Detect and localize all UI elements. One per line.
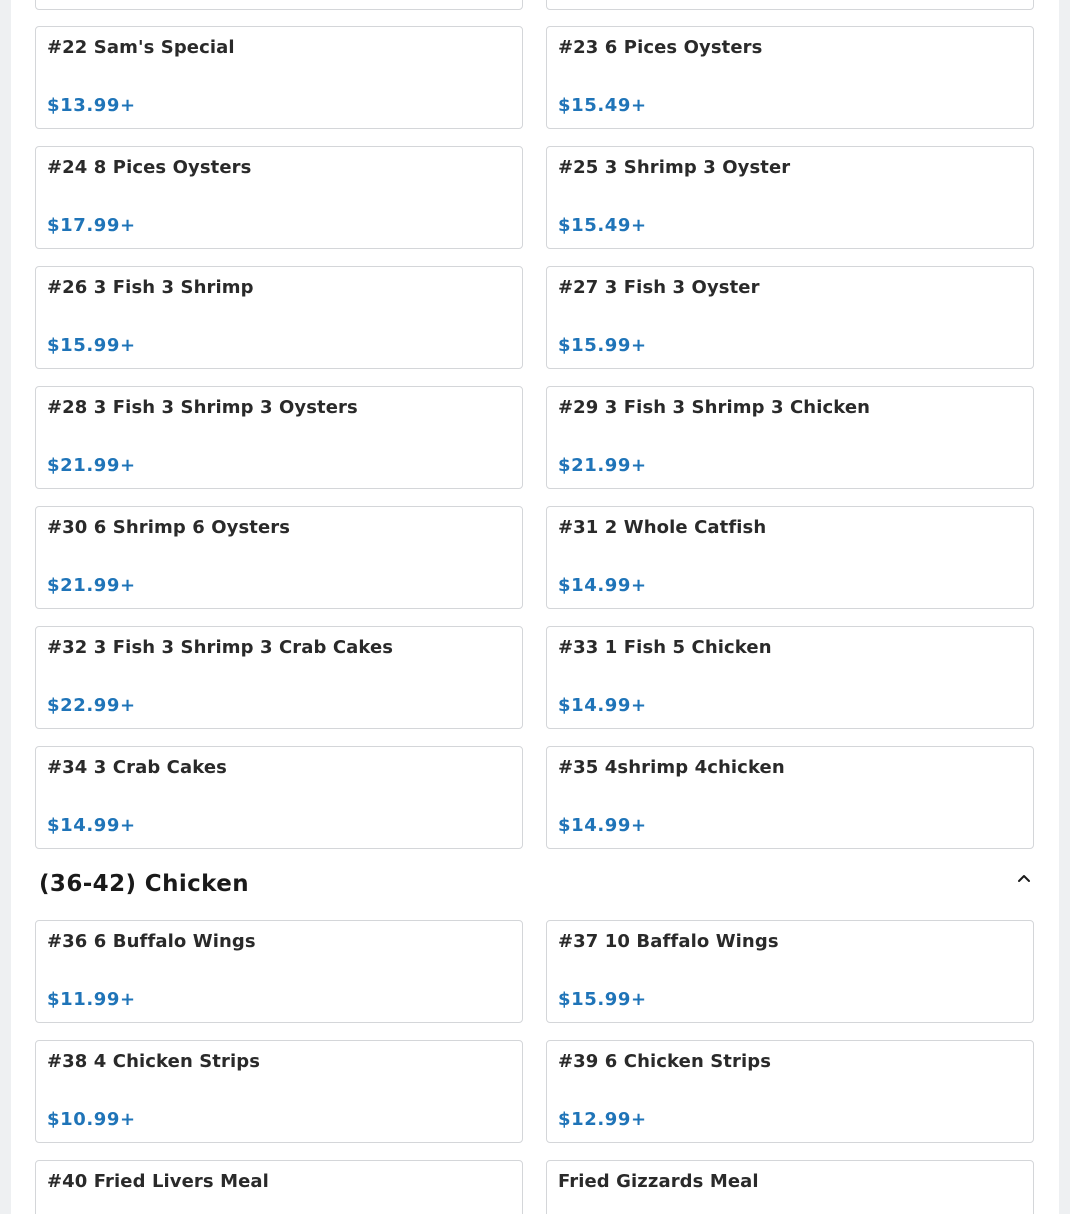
menu-item-grid-seafood xyxy=(35,26,1034,849)
menu-item-name: #35 4shrimp 4chicken xyxy=(558,757,785,778)
menu-item-price: $14.99+ xyxy=(47,815,136,836)
menu-item-card[interactable] xyxy=(35,626,523,729)
menu-item-name: #36 6 Buffalo Wings xyxy=(47,931,256,952)
menu-item-name: #38 4 Chicken Strips xyxy=(47,1051,261,1072)
menu-item-name: #24 8 Pices Oysters xyxy=(47,157,252,178)
menu-item-name: #29 3 Fish 3 Shrimp 3 Chicken xyxy=(558,397,871,418)
menu-item-card[interactable] xyxy=(546,26,1034,129)
menu-item-price: $15.99+ xyxy=(47,335,136,356)
menu-item-price: $21.99+ xyxy=(558,455,647,476)
menu-item-price: $15.49+ xyxy=(558,95,647,116)
menu-item-name: #40 Fried Livers Meal xyxy=(47,1171,269,1192)
menu-item-name: #22 Sam's Special xyxy=(47,37,235,58)
menu-item-name: #23 6 Pices Oysters xyxy=(558,37,763,58)
menu-item-name: #37 10 Baffalo Wings xyxy=(558,931,779,952)
menu-item-card[interactable] xyxy=(546,1040,1034,1143)
menu-item-price: $22.99+ xyxy=(47,695,136,716)
menu-item-price: $10.99+ xyxy=(47,1109,136,1130)
menu-item-card[interactable] xyxy=(546,626,1034,729)
menu-item-card[interactable] xyxy=(35,26,523,129)
menu-item-name: #34 3 Crab Cakes xyxy=(47,757,227,778)
menu-item-price: $14.99+ xyxy=(558,575,647,596)
menu-item-name: #30 6 Shrimp 6 Oysters xyxy=(47,517,291,538)
menu-page xyxy=(11,0,1059,1214)
menu-item-card[interactable] xyxy=(546,146,1034,249)
menu-item-price: $21.99+ xyxy=(47,575,136,596)
menu-item-card[interactable] xyxy=(546,506,1034,609)
menu-item-name: #31 2 Whole Catfish xyxy=(558,517,767,538)
menu-item-card[interactable] xyxy=(546,266,1034,369)
menu-item-price: $17.99+ xyxy=(47,215,136,236)
section-header-chicken[interactable] xyxy=(35,860,1034,910)
menu-item-price: $15.99+ xyxy=(558,335,647,356)
menu-item-name: #33 1 Fish 5 Chicken xyxy=(558,637,772,658)
section-title: (36-42) Chicken xyxy=(39,871,250,897)
menu-item-price: $11.99+ xyxy=(47,989,136,1010)
menu-item-name: #32 3 Fish 3 Shrimp 3 Crab Cakes xyxy=(47,637,394,658)
menu-item-card[interactable] xyxy=(35,266,523,369)
menu-item-card[interactable] xyxy=(35,506,523,609)
previous-row-partial xyxy=(35,0,1034,10)
menu-item-card[interactable] xyxy=(35,146,523,249)
menu-item-card[interactable] xyxy=(35,386,523,489)
menu-item-price: $15.49+ xyxy=(558,215,647,236)
menu-item-price: $14.99+ xyxy=(558,695,647,716)
menu-item-name: Fried Gizzards Meal xyxy=(558,1171,759,1192)
menu-item-card[interactable] xyxy=(35,0,523,10)
menu-item-card[interactable] xyxy=(35,1040,523,1143)
menu-item-name: #39 6 Chicken Strips xyxy=(558,1051,772,1072)
menu-item-card[interactable] xyxy=(35,746,523,849)
menu-item-name: #26 3 Fish 3 Shrimp xyxy=(47,277,254,298)
menu-item-price: $12.99+ xyxy=(558,1109,647,1130)
menu-item-price: $14.99+ xyxy=(558,815,647,836)
menu-item-name: #25 3 Shrimp 3 Oyster xyxy=(558,157,791,178)
chevron-up-icon[interactable] xyxy=(1014,868,1034,888)
menu-item-card[interactable] xyxy=(546,920,1034,1023)
menu-item-card[interactable] xyxy=(35,920,523,1023)
menu-item-card[interactable] xyxy=(546,0,1034,10)
menu-item-grid-chicken xyxy=(35,920,1034,1214)
menu-item-price: $13.99+ xyxy=(47,95,136,116)
menu-item-price: $21.99+ xyxy=(47,455,136,476)
menu-item-price: $15.99+ xyxy=(558,989,647,1010)
menu-item-name: #27 3 Fish 3 Oyster xyxy=(558,277,760,298)
menu-item-card[interactable] xyxy=(546,1160,1034,1214)
menu-item-name: #28 3 Fish 3 Shrimp 3 Oysters xyxy=(47,397,358,418)
menu-item-card[interactable] xyxy=(546,386,1034,489)
menu-item-card[interactable] xyxy=(546,746,1034,849)
menu-item-card[interactable] xyxy=(35,1160,523,1214)
